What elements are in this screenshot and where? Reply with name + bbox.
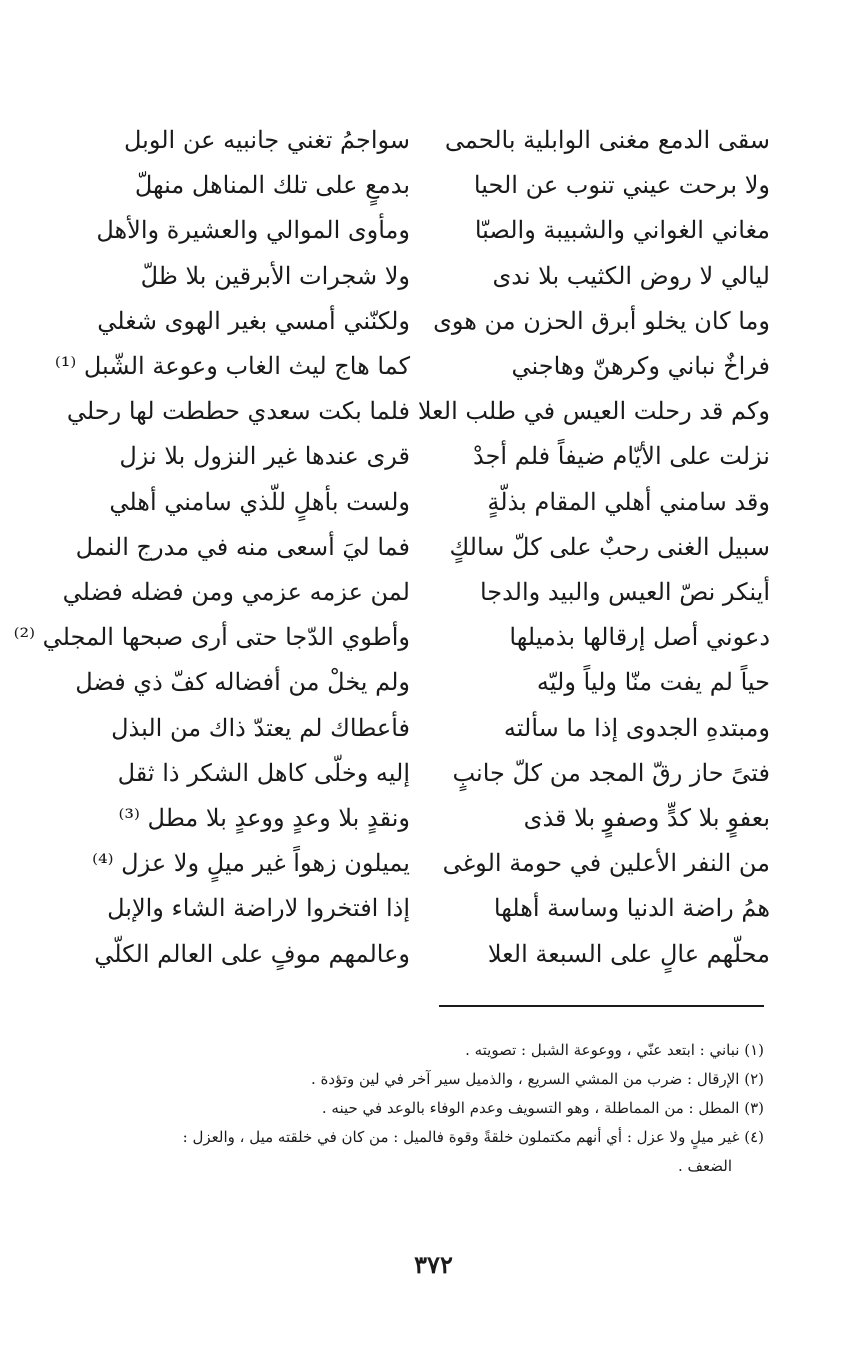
second-hemistich: قرى عندها غير النزول بلا نزل: [119, 442, 410, 471]
first-hemistich: نزلت على الأيّام ضيفاً فلم أجدْ: [473, 442, 770, 471]
second-hemistich: ولكنّني أمسي بغير الهوى شغلي: [97, 306, 410, 335]
footnote-3: (٣) المطل : من المماطلة ، وهو التسويف وعدم الوفاء بالوعد في حينه .: [321, 1099, 764, 1117]
first-hemistich: سقى الدمع مغنى الوابلية بالحمى: [444, 126, 770, 154]
first-hemistich: ولا برحت عيني تنوب عن الحيا: [473, 171, 770, 200]
verse-line: [70, 480, 770, 525]
second-hemistich: ولا شجرات الأبرقين بلا ظلّ: [140, 261, 410, 290]
page-number: ٣٧٢: [414, 1250, 453, 1279]
first-hemistich: أينكر نصّ العيس والبيد والدجا: [479, 578, 770, 606]
first-hemistich: مغاني الغواني والشبيبة والصبّا: [474, 216, 770, 245]
verse-line: [70, 118, 770, 163]
second-hemistich: ونقدٍ بلا وعدٍ ووعدٍ بلا مطل ⁽³⁾: [118, 804, 410, 832]
second-hemistich: ولست بأهلٍ للّذي سامني أهلي: [109, 487, 410, 516]
first-hemistich: من النفر الأعلين في حومة الوغى: [442, 849, 770, 878]
verse-line: [13, 615, 770, 660]
footnote-1: (١) نباني : ابتعد عنّي ، ووعوعة الشبل : تصويته .: [465, 1041, 764, 1059]
first-hemistich: وما كان يخلو أبرق الحزن من هوى: [433, 306, 770, 335]
footnote-2: (٢) الإرقال : ضرب من المشي السريع ، والذميل سير آخر في لين وتؤدة .: [311, 1070, 764, 1088]
first-hemistich: بعفوٍ بلا كدٍّ وصفوٍ بلا قذى: [523, 804, 770, 832]
verse-line: [70, 163, 770, 208]
second-hemistich: ولم يخلْ من أفضاله كفّ ذي فضل: [75, 668, 410, 697]
verse-line: [70, 932, 770, 977]
second-hemistich: كما هاج ليث الغاب وعوعة الشّبل ⁽¹⁾: [54, 352, 410, 380]
first-hemistich: حياً لم يفت منّا ولياً وليّه: [536, 668, 770, 697]
second-hemistich: سواجمُ تغني جانبيه عن الوبل: [123, 126, 410, 154]
verse-line: [70, 796, 770, 841]
second-hemistich: بدمعٍ على تلك المناهل منهلّ: [134, 171, 410, 200]
first-hemistich: وقد سامني أهلي المقام بذلّةٍ: [487, 487, 770, 516]
footnote-divider: [439, 1005, 764, 1007]
first-hemistich: وكم قد رحلت العيس في طلب العلا: [417, 397, 770, 426]
verse-line: [70, 434, 770, 479]
verse-line: [70, 706, 770, 751]
verse-line: [70, 841, 770, 886]
verse-line: [70, 886, 770, 931]
first-hemistich: محلّهم عالٍ على السبعة العلا: [487, 939, 770, 968]
first-hemistich: ومبتدهِ الجدوى إذا ما سألته: [503, 713, 770, 742]
second-hemistich: فلما بكت سعدي حططت لها رحلي: [66, 397, 410, 426]
verse-line: [70, 299, 770, 344]
verse-line: [70, 254, 770, 299]
second-hemistich: فأعطاك لم يعتدّ ذاك من البذل: [111, 713, 410, 742]
verse-line: [70, 660, 770, 705]
second-hemistich: وعالمهم موفٍ على العالم الكلّي: [94, 939, 410, 968]
first-hemistich: فتىً حاز رقّ المجد من كلّ جانبٍ: [452, 758, 770, 787]
second-hemistich: فما ليَ أسعى منه في مدرج النمل: [75, 532, 410, 561]
verse-line: [70, 208, 770, 253]
footnotes: [74, 1036, 764, 1181]
poem-block: [13, 118, 770, 988]
first-hemistich: دعوني أصل إرقالها بذميلها: [509, 623, 770, 652]
first-hemistich: همُ راضة الدنيا وساسة أهلها: [493, 894, 770, 923]
second-hemistich: إذا افتخروا لاراضة الشاء والإبل: [107, 894, 410, 923]
verse-line: [62, 570, 770, 615]
second-hemistich: يميلون زهواً غير ميلٍ ولا عزل ⁽⁴⁾: [92, 849, 410, 878]
verse-line: [66, 389, 770, 434]
second-hemistich: إليه وخلّى كاهل الشكر ذا ثقل: [117, 758, 410, 787]
verse-line: [70, 525, 770, 570]
footnote-4-continuation: الضعف .: [677, 1157, 732, 1175]
second-hemistich: ومأوى الموالي والعشيرة والأهل: [96, 216, 410, 245]
verse-line: [70, 751, 770, 796]
second-hemistich: وأطوي الدّجا حتى أرى صبحها المجلي ⁽²⁾: [13, 623, 410, 652]
second-hemistich: لمن عزمه عزمي ومن فضله فضلي: [62, 578, 410, 606]
first-hemistich: ليالي لا روض الكثيب بلا ندى: [492, 261, 770, 290]
first-hemistich: فراخٌ نباني وكرهنّ وهاجني: [511, 352, 770, 380]
first-hemistich: سبيل الغنى رحبٌ على كلّ سالكٍ: [449, 532, 770, 561]
verse-line: [54, 344, 770, 389]
footnote-4: (٤) غير ميلٍ ولا عزل : أي أنهم مكتملون خلقةً وقوة فالميل : من كان في خلقته ميل ، والعزل :: [182, 1128, 764, 1146]
